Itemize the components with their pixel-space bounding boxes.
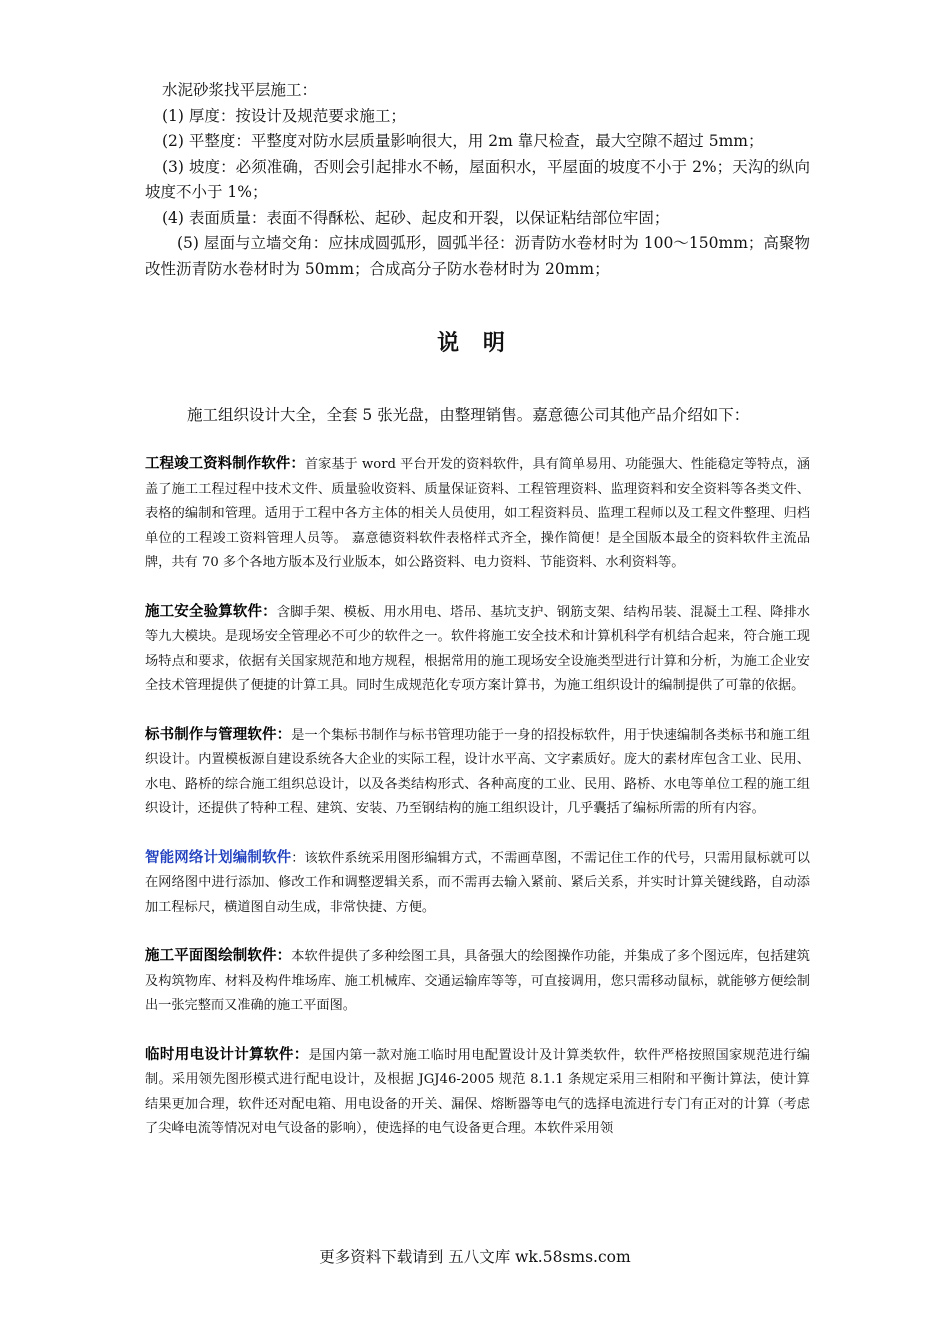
product-description: 是一个集标书制作与标书管理功能于一身的招投标软件，用于快速编制各类标书和施工组织设计。内置模板源自建设系统各大企业的实际工程，设计水平高、文字素质好。庞大的素材库包含工业、民用、水电、路桥的综合施工组织总设计，以及各类结构形式、各种高度的工业、民用、路桥、水电等单位工程的施工组织设计，还提供了特种工程、建筑、安装、乃至钢结构的施工组织设计，几乎囊括了编标所需的所有内容。: [145, 727, 810, 816]
product-tender-docs: [145, 723, 810, 822]
product-description: ：该软件系统采用图形编辑方式，不需画草图，不需记住工作的代号，只需用鼠标就可以在网络图中进行添加、修改工作和调整逻辑关系，而不需再去输入紧前、紧后关系，并实时计算关键线路，自动添加工程标尺，横道图自动生成，非常快捷、方便。: [145, 850, 810, 915]
product-description: 首家基于 word 平台开发的资料软件，具有简单易用、功能强大、性能稳定等特点，涵盖了施工工程过程中技术文件、质量验收资料、质量保证资料、工程管理资料、监理资料和安全资料等各类文件、表格的编制和管理。适用于工程中各方主体的相关人员使用，如工程资料员、监理工程师以及工程文件整理、归档单位的工程竣工资料管理人员等。 嘉意德资料软件表格样式齐全，操作简便！是全国版本最全的资料软件主流品牌，共有 70 多个各地方版本及行业版本，如公路资料、电力资料、节能资料、水利资料等。: [145, 457, 811, 570]
product-safety-calc: [145, 600, 810, 699]
product-name: 工程竣工资料制作软件：: [145, 456, 305, 472]
footer-text: 更多资料下载请到 五八文库 wk.58sms.com: [319, 1248, 631, 1266]
product-name: 临时用电设计计算软件：: [145, 1046, 309, 1063]
requirement-slope: (3) 坡度：必须准确，否则会引起排水不畅，屋面积水，平屋面的坡度不小于 2%；天沟的纵向坡度不小于 1%；: [145, 157, 810, 201]
product-name-link[interactable]: 智能网络计划编制软件: [145, 849, 292, 866]
product-completion-docs: [145, 452, 810, 576]
product-temp-electric: [145, 1043, 810, 1142]
product-description: 含脚手架、模板、用水用电、塔吊、基坑支护、钢筋支架、结构吊装、混凝土工程、降排水等九大模块。是现场安全管理必不可少的软件之一。软件将施工安全技术和计算机科学有机结合起来，符合施工现场特点和要求，依据有关国家规范和地方规程，根据常用的施工现场安全设施类型进行计算和分析，为施工企业安全技术管理提供了便捷的计算工具。同时生成规范化专项方案计算书，为施工组织设计的编制提供了可靠的依据。: [145, 604, 810, 693]
product-description: 是国内第一款对施工临时用电配置设计及计算类软件，软件严格按照国家规范进行编制。采用领先图形模式进行配电设计，及根据 JGJ46-2005 规范 8.1.1 条规定采用三相附和平衡计算法，使计算结果更加合理，软件还对配电箱、用电设备的开关、漏保、熔断器等电气的选择电流进行专门有正对的计算（考虑了尖峰电流等情况对电气设备的影响），使选择的电气设备更合理。本软件采用领: [145, 1047, 810, 1136]
product-site-plan: [145, 944, 810, 1019]
product-list: [145, 452, 810, 1166]
product-name: 施工安全验算软件：: [145, 603, 277, 620]
requirement-thickness: (1) 厚度：按设计及规范要求施工；: [162, 106, 406, 125]
product-network-planning: [145, 846, 810, 921]
construction-requirements: [145, 78, 810, 282]
product-name: 标书制作与管理软件：: [145, 726, 292, 743]
requirement-surface: (4) 表面质量：表面不得酥松、起砂、起皮和开裂，以保证粘结部位牢固；: [162, 208, 670, 227]
section-title: 说 明: [437, 331, 513, 356]
intro-paragraph: 施工组织设计大全，全套 5 张光盘，由整理销售。嘉意德公司其他产品介绍如下：: [187, 406, 750, 424]
requirements-heading: 水泥砂浆找平层施工：: [162, 81, 318, 99]
requirement-corner: (5) 屋面与立墙交角：应抹成圆弧形，圆弧半径：沥青防水卷材时为 100～150mm；高聚物改性沥青防水卷材时为 50mm；合成高分子防水卷材时为 20mm；: [145, 234, 810, 278]
product-name: 施工平面图绘制软件：: [145, 948, 292, 964]
requirement-flatness: (2) 平整度：平整度对防水层质量影响很大，用 2m 靠尺检查，最大空隙不超过 5mm；: [162, 132, 764, 150]
product-description: 本软件提供了多种绘图工具，具备强大的绘图操作功能，并集成了多个图远库，包括建筑及构筑物库、材料及构件堆场库、施工机械库、交通运输库等等，可直接调用，您只需移动鼠标，就能够方便绘制出一张完整而又准确的施工平面图。: [145, 949, 810, 1013]
